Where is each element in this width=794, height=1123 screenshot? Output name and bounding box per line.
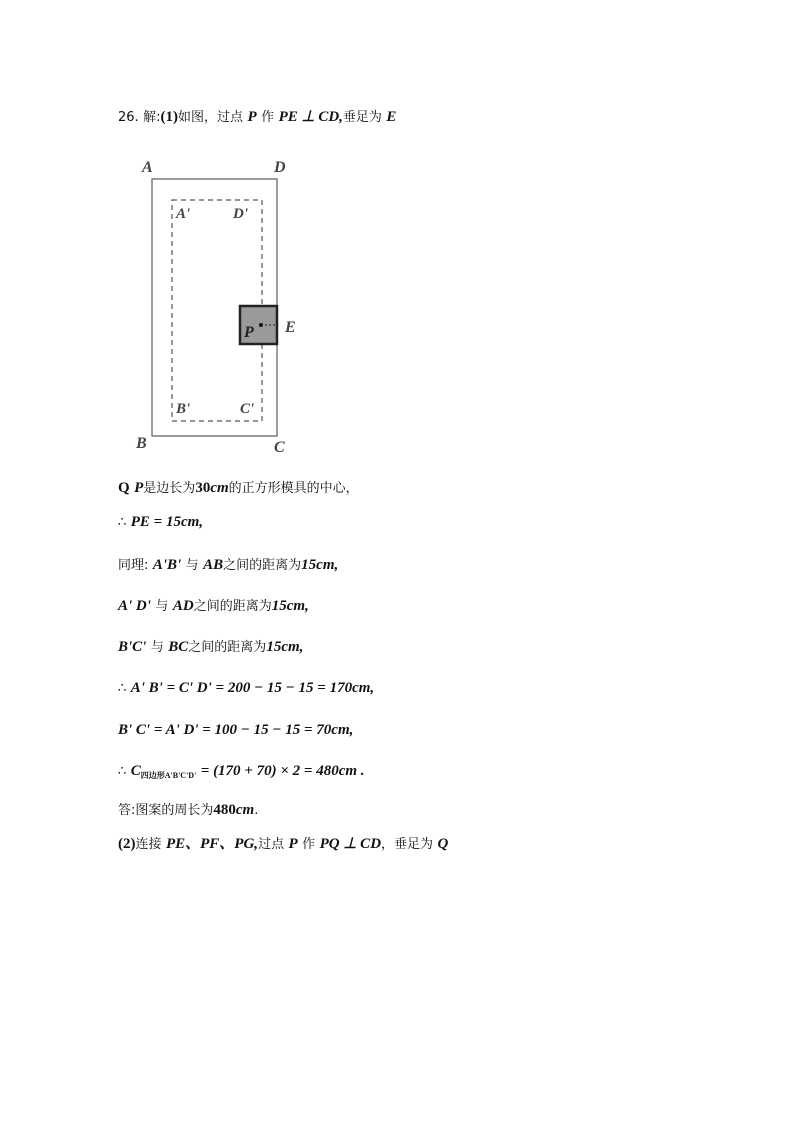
line-8 [118, 761, 365, 786]
value: 15cm, [266, 639, 304, 655]
value: 480 [213, 802, 236, 818]
part1-label: (1) [160, 109, 179, 125]
label-b: B [136, 435, 147, 452]
line-2 [118, 512, 203, 533]
text: 作 [302, 837, 316, 852]
unit: cm [210, 480, 229, 496]
label-d: D [274, 159, 286, 176]
expression: B' C' = A' D' = 100 − 15 − 15 = 70cm, [118, 722, 354, 738]
line-4 [118, 596, 309, 617]
line-6 [118, 678, 374, 699]
point-p: P [247, 109, 257, 125]
rectangle-figure [120, 150, 320, 455]
therefore-symbol: ∴ [118, 681, 127, 696]
value: 15cm, [301, 557, 339, 573]
label-a: A [142, 159, 153, 176]
because-symbol: Q [118, 480, 130, 496]
text: 之间的距离为 [188, 640, 267, 655]
label-e: E [285, 319, 296, 336]
therefore-symbol: ∴ [118, 764, 127, 779]
perp-expr: PE ⊥ CD, [278, 109, 343, 125]
segments: PE、PF、PG, [165, 836, 259, 852]
value: 15cm, [271, 598, 309, 614]
period: . [254, 803, 259, 818]
label-c: C [274, 439, 285, 455]
text: 是边长为 [143, 481, 196, 496]
answer-text: 答:图案的周长为 [118, 803, 214, 818]
text: 的正方形模具的中心， [228, 481, 359, 496]
label-b-prime: B' [176, 401, 191, 417]
point-p: P [288, 836, 298, 852]
value: 30 [195, 480, 211, 496]
segment: AD [172, 598, 194, 614]
label-c-prime: C' [240, 401, 255, 417]
text: 过点 [258, 837, 285, 852]
solve-label: 解: [143, 110, 161, 125]
label-a-prime: A' [176, 206, 191, 222]
text: 连接 [135, 837, 162, 852]
text: 同理: [118, 558, 149, 573]
text: 与 [155, 599, 169, 614]
therefore-symbol: ∴ [118, 515, 127, 530]
text: ，垂足为 [381, 837, 434, 852]
part2-label: (2) [118, 836, 136, 852]
segment: A'B' [152, 557, 182, 573]
line-3 [118, 555, 338, 576]
intro-text: 如图，过点 [178, 110, 244, 125]
expression: PQ ⊥ CD [319, 836, 382, 852]
point-q: Q [437, 836, 449, 852]
segment: B'C' [118, 639, 147, 655]
unit: cm [235, 802, 255, 818]
problem-number: 26. [118, 110, 139, 125]
line-5 [118, 637, 303, 658]
expression: = (170 + 70) × 2 = 480cm . [200, 763, 365, 779]
problem-heading [118, 107, 396, 128]
line-10 [118, 834, 448, 855]
segment: BC [168, 639, 189, 655]
subscript: 四边形A'B'C'D' [140, 771, 197, 780]
line-9 [118, 800, 258, 821]
point-e: E [386, 109, 397, 125]
segment: A' D' [118, 598, 151, 614]
label-d-prime: D' [233, 206, 248, 222]
text: 之间的距离为 [223, 558, 302, 573]
label-p: P [244, 324, 254, 341]
line-1 [118, 478, 359, 499]
perimeter-symbol: C [130, 763, 141, 779]
expression: A' B' = C' D' = 200 − 15 − 15 = 170cm, [130, 680, 375, 696]
text: 之间的距离为 [193, 599, 272, 614]
foot-text: 垂足为 [342, 110, 382, 125]
zuo-text: 作 [261, 110, 275, 125]
segment: AB [203, 557, 224, 573]
text: 与 [150, 640, 164, 655]
expression: PE = 15cm, [130, 514, 204, 530]
line-7 [118, 720, 353, 740]
point-p: P [134, 480, 144, 496]
text: 与 [185, 558, 199, 573]
